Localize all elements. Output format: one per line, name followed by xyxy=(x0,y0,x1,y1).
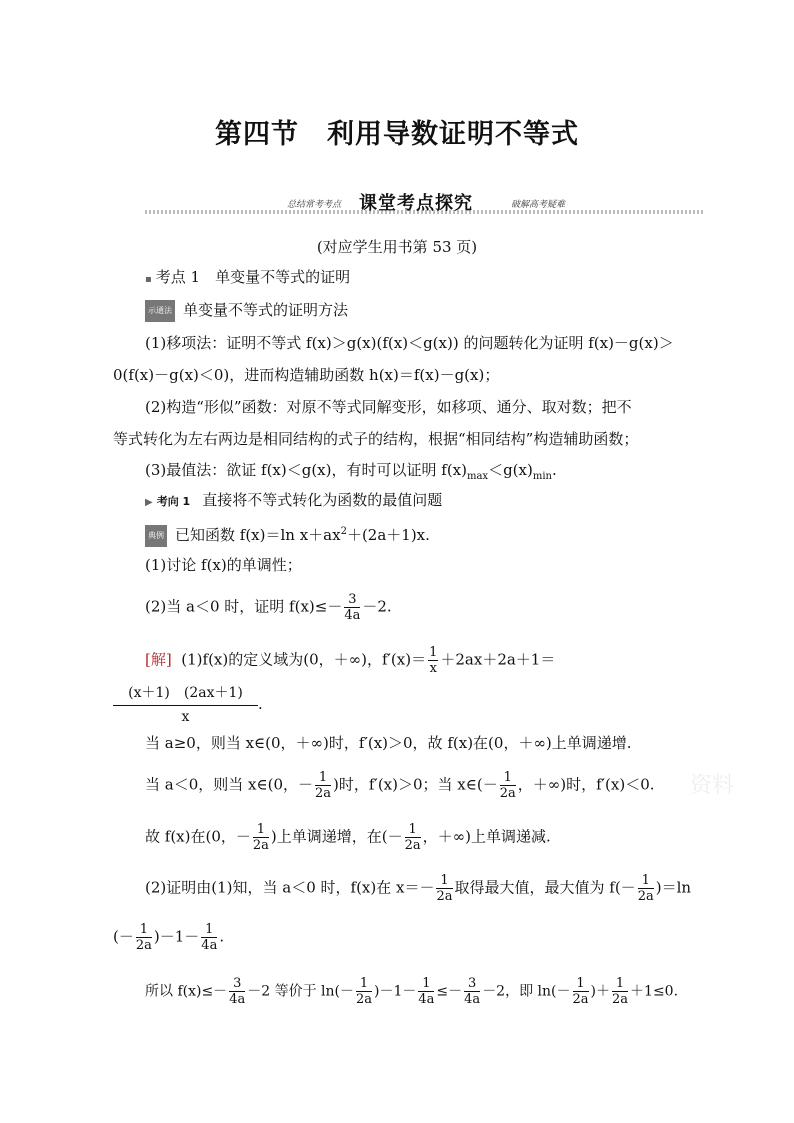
solution-line-4: 故 f(x)在(0，－ $\frac{1}{2a}$ )上单调递增，在(－ $\frac{1}{2a}$ ，＋∞)上单调递减. xyxy=(145,822,551,853)
heading-marker-icon: ▪ xyxy=(145,274,152,285)
watermark-text: 资料 xyxy=(690,773,735,798)
section-banner xyxy=(145,186,705,218)
solution-line-1: [解] (1)f(x)的定义域为(0，＋∞)，f′(x)＝ $\frac{1}{x}$ ＋2ax＋2a＋1＝ xyxy=(145,645,556,676)
direction-heading: ▶ 考向 1 直接将不等式转化为函数的最值问题 xyxy=(145,491,443,509)
solution-line-6: (－ $\frac{1}{2a}$ )－1－ $\frac{1}{4a}$ . xyxy=(113,922,225,953)
page-title: 第四节 利用导数证明不等式 xyxy=(215,119,579,150)
play-arrow-icon: ▶ xyxy=(145,497,153,508)
paragraph-2a: (2)构造“形似”函数：对原不等式同解变形，如移项、通分、取对数；把不 xyxy=(145,398,632,416)
paragraph-2b: 等式转化为左右两边是相同结构的式子的结构，根据“相同结构”构造辅助函数； xyxy=(113,430,639,448)
book-reference: (对应学生用书第 53 页) xyxy=(316,238,478,256)
solution-line-2: 当 a≥0，则当 x∈(0，＋∞)时，f′(x)＞0，故 f(x)在(0，＋∞)上单调递增. xyxy=(145,734,632,752)
fraction-period: . xyxy=(258,695,263,713)
banner-left-text: 总结常考考点 xyxy=(287,200,342,210)
solution-label: [解] xyxy=(145,650,172,669)
example-statement: 典例 已知函数 f(x)＝ln $x+ax^2+(2a+1)x$. xyxy=(145,522,430,547)
method-tag: 示通法 xyxy=(145,300,175,322)
solution-line-5: (2)证明由(1)知，当 a＜0 时，f(x)在 x＝－ $\frac{1}{2a}$ 取得最大值，最大值为 f(－ $\frac{1}{2a}$ )＝ln xyxy=(145,873,692,904)
example-tag: 典例 xyxy=(145,525,167,547)
banner-right-text: 破解高考疑难 xyxy=(511,200,566,210)
paragraph-3: (3)最值法：欲证 f(x)＜g(x)，有时可以证明 $f(x)_{max}<g(x)_{min}$. xyxy=(145,461,557,482)
question-1: (1)讨论 f(x)的单调性； xyxy=(145,556,302,574)
solution-line-3: 当 a＜0，则当 x∈(0，－ $\frac{1}{2a}$ )时，f′(x)＞0；当 x∈(－ $\frac{1}{2a}$ ，＋∞)时，f′(x)＜0. xyxy=(145,770,655,801)
banner-main-text: 课堂考点探究 xyxy=(359,193,473,214)
section-heading: ▪ 考点 1 单变量不等式的证明 xyxy=(145,268,351,286)
paragraph-1a: (1)移项法：证明不等式 f(x)＞g(x)(f(x)＜g(x)) 的问题转化为证明 f(x)－g(x)＞ xyxy=(145,334,674,352)
paragraph-1b: 0(f(x)－g(x)＜0)，进而构造辅助函数 h(x)＝f(x)－g(x)； xyxy=(113,366,500,384)
question-2: (2)当 a＜0 时，证明 f(x)≤－ $\frac{3}{4a}$ －2. xyxy=(145,592,392,623)
derivative-fraction: (x＋1) (2ax＋1) x xyxy=(113,682,258,725)
solution-line-7: 所以 f(x)≤－ $\frac{3}{4a}$ －2 等价于 ln(－ $\frac{1}{2a}$ )－1－ $\frac{1}{4a}$ ≤－ $\frac{3}{4a}$ －2，即 ln(－ $\frac{1}{2a}$ )＋ $\frac{1}{2a}$ ＋1≤0. xyxy=(145,976,679,1007)
method-heading: 示通法 单变量不等式的证明方法 xyxy=(145,300,348,322)
